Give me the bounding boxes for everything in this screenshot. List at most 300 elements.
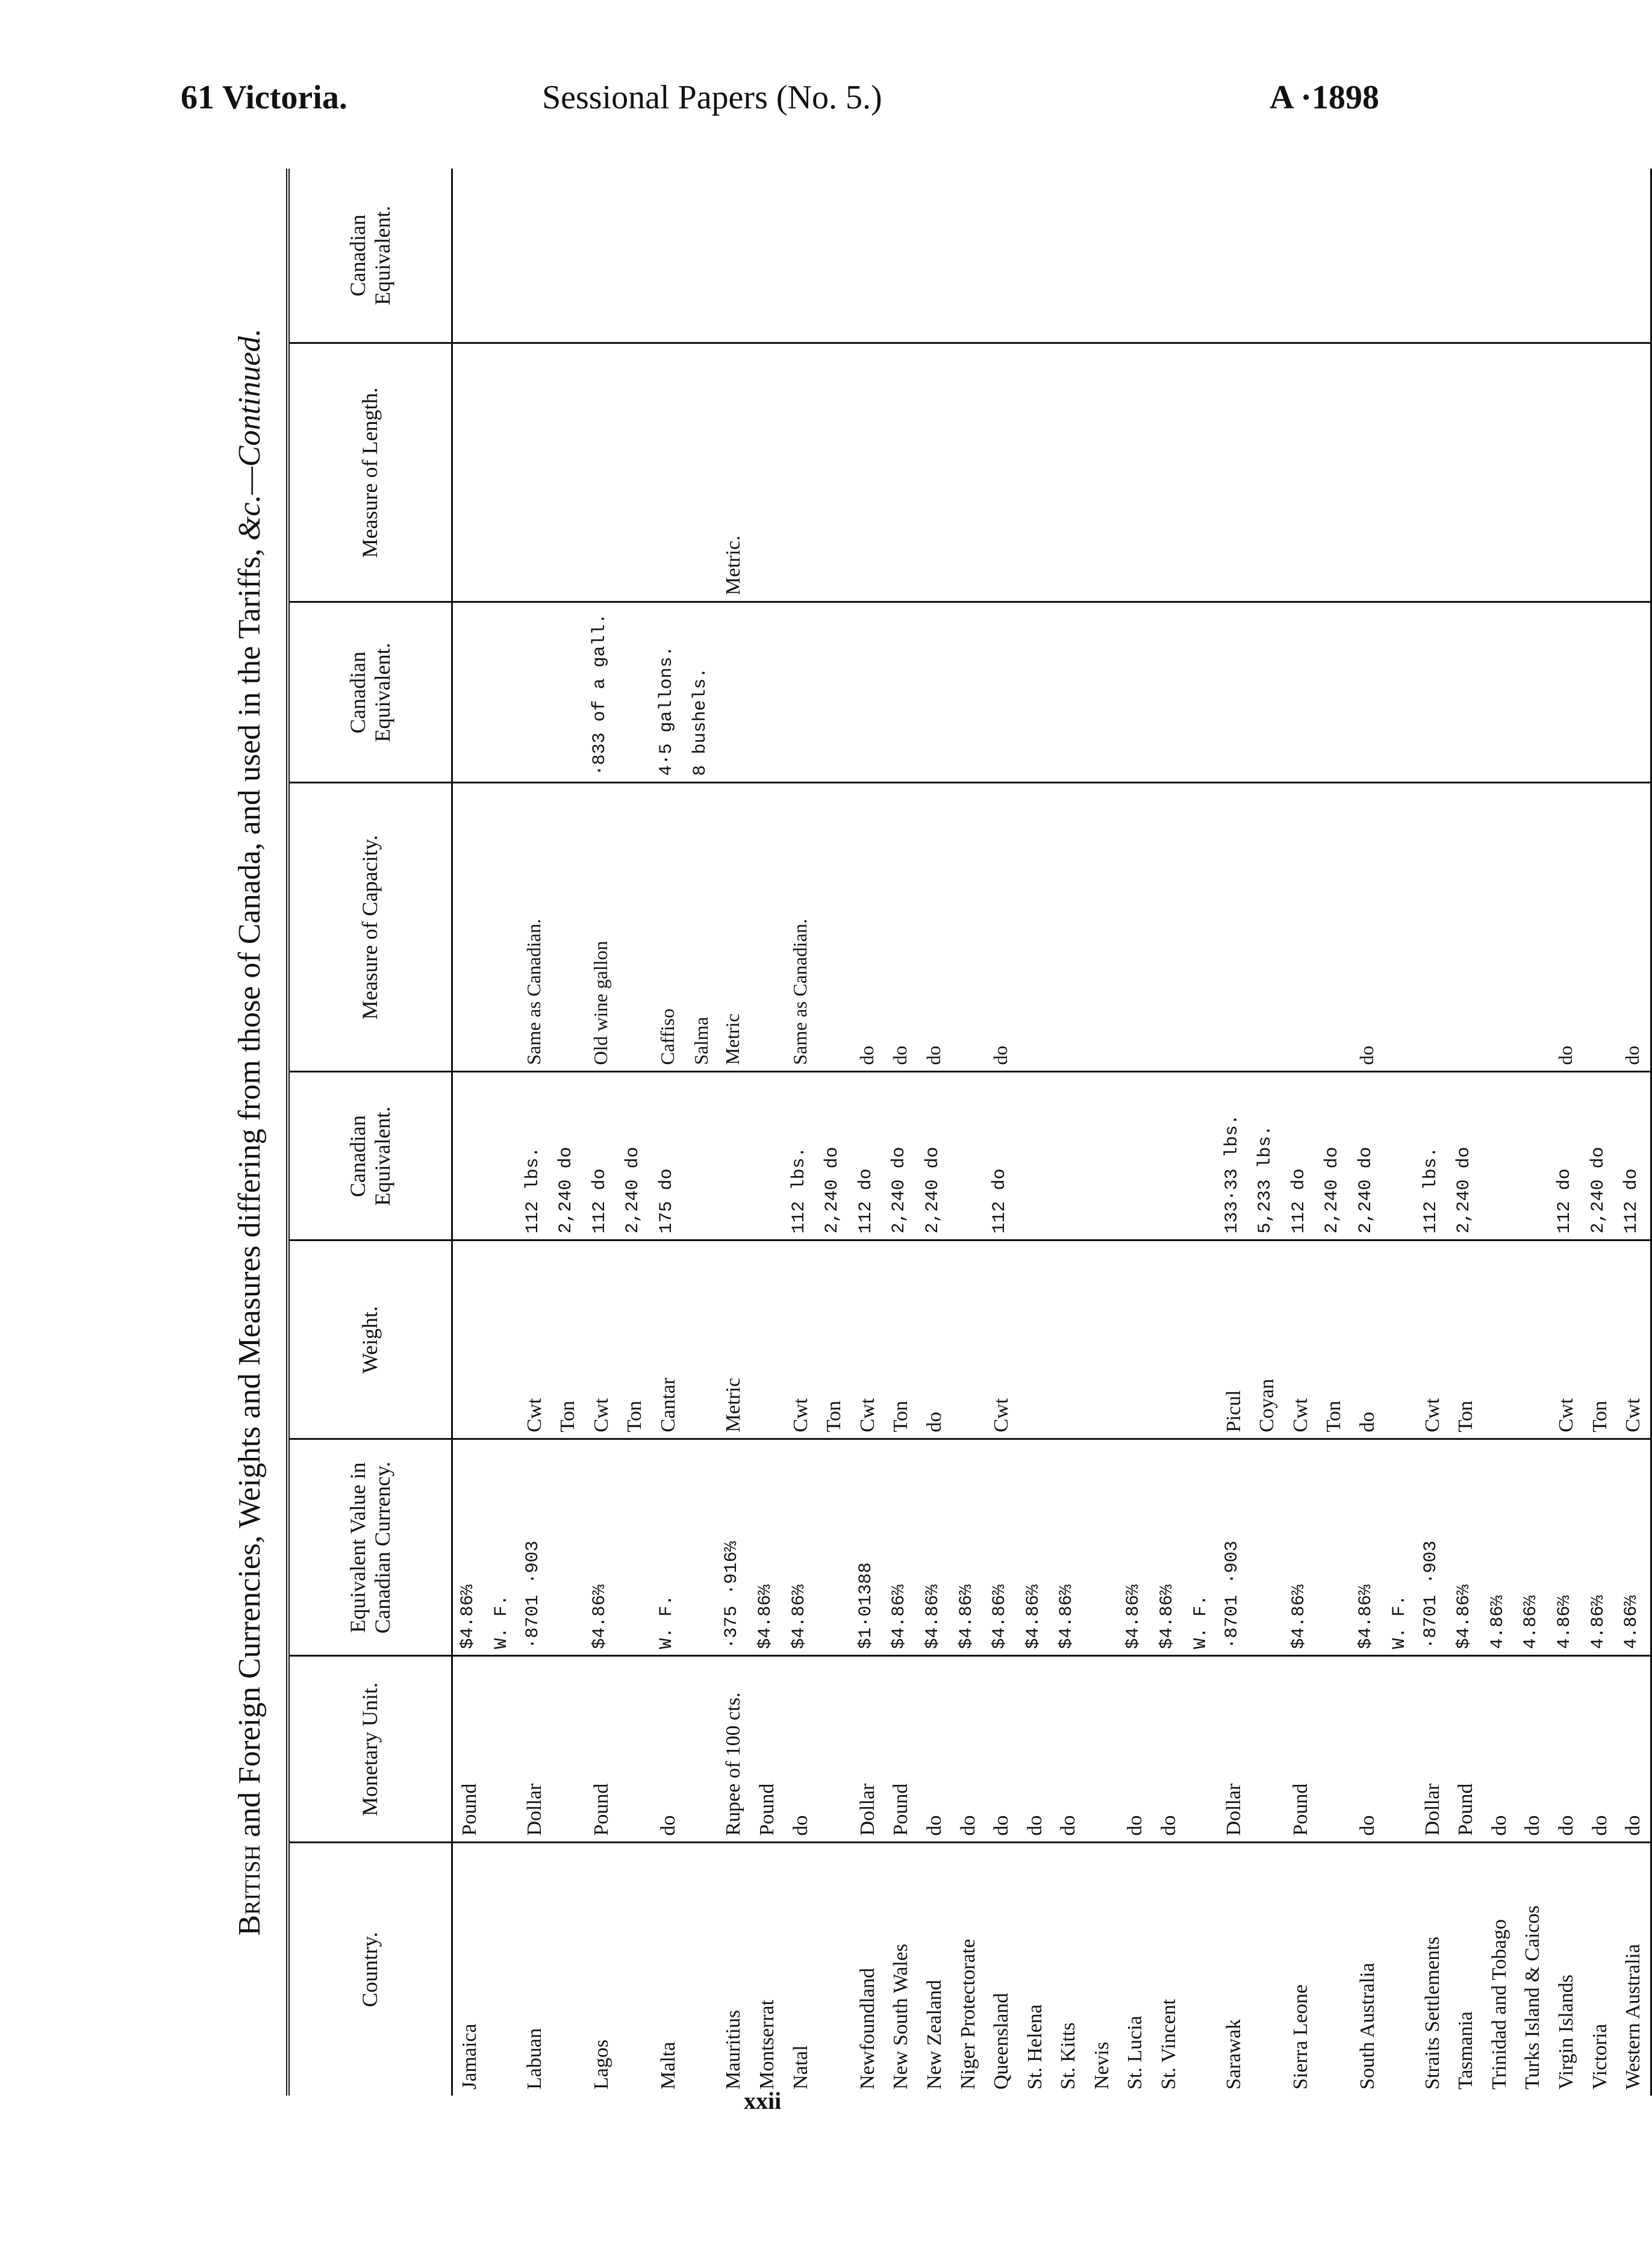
weight-equivalent-cell: 112 do — [851, 1072, 885, 1240]
capacity-cell — [551, 783, 585, 1072]
country-cell: Trinidad and Tobago — [1488, 1919, 1510, 2090]
col-capacity-equivalent-header: Canadian Equivalent. — [288, 602, 452, 783]
length-equivalent-cell — [1118, 169, 1152, 343]
country-cell: Natal — [789, 2045, 812, 2090]
equivalent-value-cell: $4.86⅔ — [952, 1439, 985, 1656]
capacity-cell — [1317, 783, 1351, 1072]
capacity-cell — [1052, 783, 1085, 1072]
length-equivalent-cell — [1449, 169, 1483, 343]
length-cell: Metric. — [717, 343, 750, 602]
length-cell — [851, 343, 885, 602]
table-row — [1385, 169, 1416, 2096]
table-row — [1052, 169, 1085, 2096]
table-row — [1449, 169, 1483, 2096]
weight-equivalent-cell — [487, 1072, 518, 1240]
weight-cell — [1052, 1240, 1085, 1439]
length-equivalent-cell — [1550, 169, 1583, 343]
capacity-cell — [1085, 783, 1119, 1072]
weight-equivalent-cell — [452, 1072, 487, 1240]
col-country-header: Country. — [288, 1843, 452, 2096]
capacity-cell — [952, 783, 985, 1072]
capacity-cell — [1018, 783, 1052, 1072]
table-row — [1018, 169, 1052, 2096]
country-cell — [1317, 1843, 1351, 2096]
length-cell — [1284, 343, 1318, 602]
monetary-unit-cell: do — [1616, 1656, 1651, 1843]
capacity-cell: Same as Canadian. — [518, 783, 552, 1072]
length-equivalent-cell — [1217, 169, 1251, 343]
weight-cell: Cwt — [985, 1240, 1018, 1439]
length-cell — [1085, 343, 1119, 602]
table-row — [585, 169, 619, 2096]
country-cell — [1385, 1843, 1416, 2096]
length-equivalent-cell — [1052, 169, 1085, 343]
weight-cell — [1152, 1240, 1186, 1439]
capacity-equivalent-cell — [918, 602, 952, 783]
equivalent-value-cell: W. F. — [1385, 1439, 1416, 1656]
length-equivalent-cell — [985, 169, 1018, 343]
table-row — [1118, 169, 1152, 2096]
weight-equivalent-cell: 112 lbs. — [518, 1072, 552, 1240]
length-equivalent-cell — [685, 169, 717, 343]
length-cell — [1018, 343, 1052, 602]
country-cell: Montserrat — [755, 1999, 778, 2090]
country-cell: St. Helena — [1023, 2004, 1046, 2090]
length-equivalent-cell — [952, 169, 985, 343]
weight-equivalent-cell: 112 do — [985, 1072, 1018, 1240]
length-cell — [518, 343, 552, 602]
weight-cell: Cwt — [585, 1240, 619, 1439]
equivalent-value-cell — [1250, 1439, 1284, 1656]
weight-equivalent-cell: 2,240 do — [817, 1072, 851, 1240]
capacity-cell — [750, 783, 784, 1072]
equivalent-value-cell — [618, 1439, 652, 1656]
capacity-equivalent-cell — [1416, 602, 1450, 783]
length-equivalent-cell — [1416, 169, 1450, 343]
length-cell — [618, 343, 652, 602]
length-equivalent-cell — [1250, 169, 1284, 343]
weight-cell — [1018, 1240, 1052, 1439]
country-cell: New Zealand — [923, 1979, 946, 2090]
weight-cell: Picul — [1217, 1240, 1251, 1439]
weight-equivalent-cell: 112 lbs. — [784, 1072, 818, 1240]
capacity-equivalent-cell — [1385, 602, 1416, 783]
table-row — [452, 169, 487, 2096]
country-cell: Mauritius — [722, 2009, 745, 2090]
monetary-unit-cell — [685, 1656, 717, 1843]
weight-equivalent-cell: 112 do — [1284, 1072, 1318, 1240]
monetary-unit-cell: Dollar — [1217, 1656, 1251, 1843]
country-cell: St. Kitts — [1057, 2022, 1080, 2090]
table-row — [1416, 169, 1450, 2096]
equivalent-value-cell: $4.86⅔ — [750, 1439, 784, 1656]
length-cell — [1583, 343, 1617, 602]
weight-cell — [1085, 1240, 1119, 1439]
length-cell — [1186, 343, 1217, 602]
equivalent-value-cell: $4.86⅔ — [1152, 1439, 1186, 1656]
length-cell — [1449, 343, 1483, 602]
length-equivalent-cell — [618, 169, 652, 343]
equivalent-value-cell: 4.86⅔ — [1550, 1439, 1583, 1656]
capacity-cell — [1449, 783, 1483, 1072]
weight-equivalent-cell: 2,240 do — [918, 1072, 952, 1240]
equivalent-value-cell: 4.86⅔ — [1483, 1439, 1516, 1656]
equivalent-value-cell: $4.86⅔ — [1351, 1439, 1385, 1656]
capacity-cell — [1483, 783, 1516, 1072]
weight-equivalent-cell — [1052, 1072, 1085, 1240]
page-number: xxii — [744, 2087, 782, 2114]
country-cell: Nevis — [1090, 2041, 1113, 2090]
table-body — [452, 169, 1651, 2096]
equivalent-value-cell: $4.86⅔ — [585, 1439, 619, 1656]
weight-cell — [750, 1240, 784, 1439]
capacity-equivalent-cell: 8 bushels. — [685, 602, 717, 783]
table-row — [1616, 169, 1651, 2096]
monetary-unit-cell: do — [1483, 1656, 1516, 1843]
monetary-unit-cell: do — [1052, 1656, 1085, 1843]
length-equivalent-cell — [1516, 169, 1550, 343]
length-equivalent-cell — [1483, 169, 1516, 343]
capacity-equivalent-cell — [1250, 602, 1284, 783]
col-weight-equivalent-header: Canadian Equivalent. — [288, 1072, 452, 1240]
weight-cell: Cwt — [851, 1240, 885, 1439]
country-cell: Labuan — [523, 2028, 546, 2090]
country-cell: South Australia — [1356, 1963, 1379, 2090]
weight-equivalent-cell: 112 do — [585, 1072, 619, 1240]
length-equivalent-cell — [1018, 169, 1052, 343]
monetary-unit-cell: do — [1351, 1656, 1385, 1843]
length-equivalent-cell — [1152, 169, 1186, 343]
table-row — [685, 169, 717, 2096]
table-row — [652, 169, 685, 2096]
weight-cell: do — [918, 1240, 952, 1439]
monetary-unit-cell: Dollar — [518, 1656, 552, 1843]
length-cell — [487, 343, 518, 602]
capacity-equivalent-cell — [817, 602, 851, 783]
country-cell — [1250, 1843, 1284, 2096]
length-equivalent-cell — [918, 169, 952, 343]
capacity-cell: Salma — [685, 783, 717, 1072]
length-cell — [952, 343, 985, 602]
capacity-cell: do — [918, 783, 952, 1072]
equivalent-value-cell: W. F. — [1186, 1439, 1217, 1656]
col-monetary-unit-header: Monetary Unit. — [288, 1656, 452, 1843]
country-cell: Jamaica — [458, 2023, 481, 2090]
weight-equivalent-cell: 112 lbs. — [1416, 1072, 1450, 1240]
weight-cell: Cwt — [518, 1240, 552, 1439]
equivalent-value-cell — [1085, 1439, 1119, 1656]
capacity-cell: Same as Canadian. — [784, 783, 818, 1072]
table-row — [1217, 169, 1251, 2096]
monetary-unit-cell — [1250, 1656, 1284, 1843]
monetary-unit-cell: Pound — [1449, 1656, 1483, 1843]
length-equivalent-cell — [585, 169, 619, 343]
capacity-cell — [1250, 783, 1284, 1072]
capacity-cell: do — [851, 783, 885, 1072]
country-cell: Malta — [656, 2041, 679, 2090]
weight-cell: Coyan — [1250, 1240, 1284, 1439]
equivalent-value-cell — [1317, 1439, 1351, 1656]
weight-cell: Cwt — [1550, 1240, 1583, 1439]
length-cell — [918, 343, 952, 602]
monetary-unit-cell: do — [918, 1656, 952, 1843]
weight-equivalent-cell: 2,240 do — [618, 1072, 652, 1240]
capacity-equivalent-cell — [1118, 602, 1152, 783]
weight-cell — [1385, 1240, 1416, 1439]
capacity-equivalent-cell — [985, 602, 1018, 783]
table-row — [1085, 169, 1119, 2096]
header-year: A ·1898 — [1269, 79, 1379, 116]
monetary-unit-cell: do — [1583, 1656, 1617, 1843]
capacity-equivalent-cell — [1550, 602, 1583, 783]
monetary-unit-cell: Dollar — [1416, 1656, 1450, 1843]
equivalent-value-cell: ·8701 ·903 — [518, 1439, 552, 1656]
country-cell: Sarawak — [1222, 2019, 1245, 2090]
capacity-equivalent-cell — [1351, 602, 1385, 783]
monetary-unit-cell: Rupee of 100 cts. — [717, 1656, 750, 1843]
capacity-cell: Metric — [717, 783, 750, 1072]
weight-cell — [452, 1240, 487, 1439]
monetary-unit-cell: do — [1118, 1656, 1152, 1843]
monetary-unit-cell — [1317, 1656, 1351, 1843]
monetary-unit-cell — [1085, 1656, 1119, 1843]
table-row — [952, 169, 985, 2096]
country-cell — [618, 1843, 652, 2096]
equivalent-value-cell: $4.86⅔ — [1052, 1439, 1085, 1656]
length-equivalent-cell — [551, 169, 585, 343]
monetary-unit-cell: do — [1152, 1656, 1186, 1843]
table-title-lead: British — [232, 1844, 267, 1936]
country-cell: St. Lucia — [1124, 2015, 1147, 2090]
weight-equivalent-cell — [1483, 1072, 1516, 1240]
capacity-cell — [1516, 783, 1550, 1072]
weight-equivalent-cell — [750, 1072, 784, 1240]
equivalent-value-cell — [551, 1439, 585, 1656]
table-row — [518, 169, 552, 2096]
length-equivalent-cell — [1284, 169, 1318, 343]
monetary-unit-cell: Pound — [585, 1656, 619, 1843]
country-cell: Victoria — [1588, 2023, 1611, 2090]
weight-cell: Cwt — [1616, 1240, 1651, 1439]
length-cell — [1483, 343, 1516, 602]
table-title-main: and Foreign Currencies, Weights and Measures differing from those of Canada, and used in the Tariffs, — [232, 540, 267, 1845]
country-cell — [487, 1843, 518, 2096]
country-cell: Western Australia — [1616, 1843, 1651, 2096]
equivalent-value-cell — [685, 1439, 717, 1656]
length-cell — [1217, 343, 1251, 602]
weight-equivalent-cell — [1385, 1072, 1416, 1240]
length-equivalent-cell — [750, 169, 784, 343]
equivalent-value-cell: ·8701 ·903 — [1217, 1439, 1251, 1656]
length-equivalent-cell — [1385, 169, 1416, 343]
weight-equivalent-cell — [1516, 1072, 1550, 1240]
length-cell — [1385, 343, 1416, 602]
monetary-unit-cell: Pound — [750, 1656, 784, 1843]
monetary-unit-cell: do — [985, 1656, 1018, 1843]
capacity-equivalent-cell — [952, 602, 985, 783]
equivalent-value-cell: $4.86⅔ — [884, 1439, 918, 1656]
equivalent-value-cell: 4.86⅔ — [1616, 1439, 1651, 1656]
capacity-cell: do — [1550, 783, 1583, 1072]
equivalent-value-cell: $4.86⅔ — [1118, 1439, 1152, 1656]
length-cell — [1550, 343, 1583, 602]
length-equivalent-cell — [817, 169, 851, 343]
capacity-equivalent-cell — [1018, 602, 1052, 783]
weight-cell — [1516, 1240, 1550, 1439]
table-row — [985, 169, 1018, 2096]
weight-cell — [1118, 1240, 1152, 1439]
page-header — [181, 78, 1379, 126]
equivalent-value-cell — [817, 1439, 851, 1656]
equivalent-value-cell: $4.86⅔ — [985, 1439, 1018, 1656]
monetary-unit-cell — [1385, 1656, 1416, 1843]
length-equivalent-cell — [487, 169, 518, 343]
col-length-equivalent-header: Canadian Equivalent. — [288, 169, 452, 343]
length-cell — [1351, 343, 1385, 602]
length-cell — [750, 343, 784, 602]
table-title — [220, 169, 280, 2096]
equivalent-value-cell: W. F. — [652, 1439, 685, 1656]
weight-cell: Ton — [618, 1240, 652, 1439]
capacity-equivalent-cell — [618, 602, 652, 783]
country-cell — [551, 1843, 585, 2096]
capacity-cell: do — [1351, 783, 1385, 1072]
capacity-equivalent-cell — [1052, 602, 1085, 783]
length-equivalent-cell — [1616, 169, 1651, 343]
weight-cell — [487, 1240, 518, 1439]
equivalent-value-cell: ·375 ·916⅔ — [717, 1439, 750, 1656]
length-cell — [1118, 343, 1152, 602]
capacity-equivalent-cell — [1284, 602, 1318, 783]
capacity-equivalent-cell — [1449, 602, 1483, 783]
country-cell: Tasmania — [1454, 2011, 1477, 2090]
table-row — [551, 169, 585, 2096]
weight-cell: Cantar — [652, 1240, 685, 1439]
table-row — [1516, 169, 1550, 2096]
weight-equivalent-cell: 2,240 do — [884, 1072, 918, 1240]
length-equivalent-cell — [717, 169, 750, 343]
country-cell: Sierra Leone — [1289, 1984, 1312, 2090]
capacity-equivalent-cell — [1483, 602, 1516, 783]
equivalent-value-cell: $4.86⅔ — [918, 1439, 952, 1656]
equivalent-value-cell: W. F. — [487, 1439, 518, 1656]
monetary-unit-cell — [487, 1656, 518, 1843]
table-header-row — [288, 169, 452, 2096]
country-cell — [1186, 1843, 1217, 2096]
capacity-equivalent-cell — [717, 602, 750, 783]
capacity-cell — [618, 783, 652, 1072]
length-equivalent-cell — [851, 169, 885, 343]
monetary-unit-cell — [551, 1656, 585, 1843]
country-cell: Lagos — [590, 2039, 612, 2090]
table-title-continued: &c.—Continued. — [232, 328, 267, 541]
weight-equivalent-cell — [1118, 1072, 1152, 1240]
col-weight-header: Weight. — [288, 1240, 452, 1439]
table-row — [884, 169, 918, 2096]
length-cell — [1250, 343, 1284, 602]
col-equivalent-value-header: Equivalent Value in Canadian Currency. — [288, 1439, 452, 1656]
weight-cell — [952, 1240, 985, 1439]
equivalent-value-cell: $4.86⅔ — [1449, 1439, 1483, 1656]
equivalent-value-cell: $4.86⅔ — [1018, 1439, 1052, 1656]
table-row — [1550, 169, 1583, 2096]
country-cell: New South Wales — [890, 1943, 912, 2090]
length-cell — [685, 343, 717, 602]
equivalent-value-cell: ·8701 ·903 — [1416, 1439, 1450, 1656]
table-row — [717, 169, 750, 2096]
weight-cell — [1483, 1240, 1516, 1439]
weight-cell: Cwt — [784, 1240, 818, 1439]
weight-equivalent-cell — [1085, 1072, 1119, 1240]
table-row — [750, 169, 784, 2096]
weight-equivalent-cell — [1152, 1072, 1186, 1240]
country-cell: Niger Protectorate — [956, 1938, 979, 2090]
weight-equivalent-cell: 2,240 do — [1449, 1072, 1483, 1240]
monetary-unit-cell — [1186, 1656, 1217, 1843]
header-session: 61 Victoria. — [181, 79, 348, 116]
country-cell — [817, 1843, 851, 2096]
capacity-cell: Old wine gallon — [585, 783, 619, 1072]
weight-equivalent-cell: 112 do — [1550, 1072, 1583, 1240]
weight-cell: Ton — [817, 1240, 851, 1439]
capacity-cell — [487, 783, 518, 1072]
weight-equivalent-cell — [1186, 1072, 1217, 1240]
capacity-cell — [1152, 783, 1186, 1072]
capacity-equivalent-cell — [452, 602, 487, 783]
weight-cell: Metric — [717, 1240, 750, 1439]
capacity-cell — [1416, 783, 1450, 1072]
weight-equivalent-cell — [952, 1072, 985, 1240]
capacity-equivalent-cell — [884, 602, 918, 783]
capacity-cell: do — [884, 783, 918, 1072]
weight-equivalent-cell — [717, 1072, 750, 1240]
table-row — [487, 169, 518, 2096]
length-cell — [551, 343, 585, 602]
capacity-equivalent-cell — [1616, 602, 1651, 783]
length-cell — [817, 343, 851, 602]
length-cell — [1616, 343, 1651, 602]
weight-equivalent-cell: 2,240 do — [1583, 1072, 1617, 1240]
weight-equivalent-cell: 2,240 do — [1317, 1072, 1351, 1240]
monetary-unit-cell: do — [1550, 1656, 1583, 1843]
weight-cell: Cwt — [1284, 1240, 1318, 1439]
col-measure-capacity-header: Measure of Capacity. — [288, 783, 452, 1072]
capacity-equivalent-cell — [487, 602, 518, 783]
monetary-unit-cell: Pound — [452, 1656, 487, 1843]
length-equivalent-cell — [1351, 169, 1385, 343]
length-cell — [884, 343, 918, 602]
country-cell: Turks Island & Caicos — [1521, 1905, 1544, 2090]
length-cell — [652, 343, 685, 602]
capacity-equivalent-cell — [1186, 602, 1217, 783]
currency-weights-table — [286, 169, 1652, 2096]
capacity-equivalent-cell — [851, 602, 885, 783]
length-equivalent-cell — [1186, 169, 1217, 343]
table-row — [817, 169, 851, 2096]
capacity-cell — [1583, 783, 1617, 1072]
equivalent-value-cell: 4.86⅔ — [1516, 1439, 1550, 1656]
length-cell — [585, 343, 619, 602]
weight-equivalent-cell: 5,233 lbs. — [1250, 1072, 1284, 1240]
table-row — [1483, 169, 1516, 2096]
capacity-cell — [452, 783, 487, 1072]
length-equivalent-cell — [884, 169, 918, 343]
monetary-unit-cell — [618, 1656, 652, 1843]
weight-cell: Ton — [551, 1240, 585, 1439]
table-row — [1250, 169, 1284, 2096]
weight-cell: Cwt — [1416, 1240, 1450, 1439]
capacity-equivalent-cell — [1583, 602, 1617, 783]
